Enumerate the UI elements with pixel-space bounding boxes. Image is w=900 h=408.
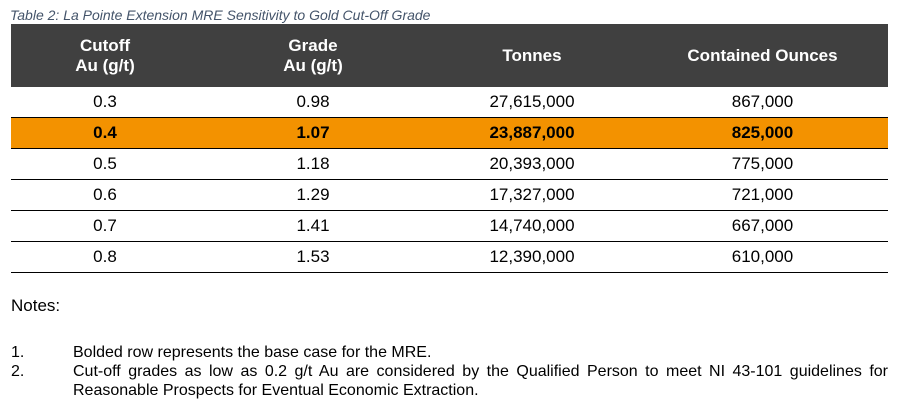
- table-row: [11, 211, 888, 242]
- header-tonnes-label: Tonnes: [502, 45, 562, 65]
- cell-cutoff: 0.8: [11, 242, 199, 273]
- header-cutoff-line2: Au (g/t): [75, 55, 135, 75]
- cell-ounces: 667,000: [637, 211, 888, 242]
- note-number: 1.: [11, 344, 25, 361]
- cell-grade: 1.29: [199, 180, 427, 211]
- note-item: [11, 362, 888, 400]
- cell-tonnes: 17,327,000: [427, 180, 637, 211]
- cell-cutoff: 0.3: [11, 87, 199, 118]
- table-row-base-case: [11, 118, 888, 149]
- cell-cutoff: 0.7: [11, 211, 199, 242]
- header-ounces-label: Contained Ounces: [687, 45, 838, 65]
- table-caption: Table 2: La Pointe Extension MRE Sensitivity to Gold Cut-Off Grade: [10, 7, 431, 23]
- cell-tonnes: 23,887,000: [427, 118, 637, 149]
- header-cutoff: [11, 24, 199, 87]
- header-cutoff-line1: Cutoff: [79, 35, 131, 55]
- note-text: Cut-off grades as low as 0.2 g/t Au are considered by the Qualified Person to meet NI 43-101 guidelines for Reasonable Prospects for Eventual Economic Extraction.: [73, 363, 888, 399]
- note-number: 2.: [11, 363, 25, 380]
- table-row: [11, 242, 888, 273]
- cell-cutoff: 0.5: [11, 149, 199, 180]
- cell-cutoff: 0.6: [11, 180, 199, 211]
- cell-tonnes: 20,393,000: [427, 149, 637, 180]
- cell-ounces: 775,000: [637, 149, 888, 180]
- mre-sensitivity-table: [11, 24, 888, 273]
- notes-title: Notes:: [11, 296, 61, 315]
- table-row: [11, 149, 888, 180]
- header-tonnes: [427, 24, 637, 87]
- cell-grade: 0.98: [199, 87, 427, 118]
- cell-ounces: 825,000: [637, 118, 888, 149]
- note-item: [11, 343, 888, 362]
- table-header-row: [11, 24, 888, 87]
- cell-grade: 1.53: [199, 242, 427, 273]
- cell-grade: 1.07: [199, 118, 427, 149]
- cell-ounces: 721,000: [637, 180, 888, 211]
- cell-tonnes: 27,615,000: [427, 87, 637, 118]
- header-grade-line1: Grade: [288, 35, 338, 55]
- cell-grade: 1.18: [199, 149, 427, 180]
- header-grade-line2: Au (g/t): [283, 55, 343, 75]
- note-text: Bolded row represents the base case for the MRE.: [73, 344, 432, 361]
- header-grade: [199, 24, 427, 87]
- table-row: [11, 180, 888, 211]
- cell-ounces: 867,000: [637, 87, 888, 118]
- cell-tonnes: 12,390,000: [427, 242, 637, 273]
- cell-tonnes: 14,740,000: [427, 211, 637, 242]
- cell-grade: 1.41: [199, 211, 427, 242]
- cell-cutoff: 0.4: [11, 118, 199, 149]
- table-row: [11, 87, 888, 118]
- cell-ounces: 610,000: [637, 242, 888, 273]
- header-contained-ounces: [637, 24, 888, 87]
